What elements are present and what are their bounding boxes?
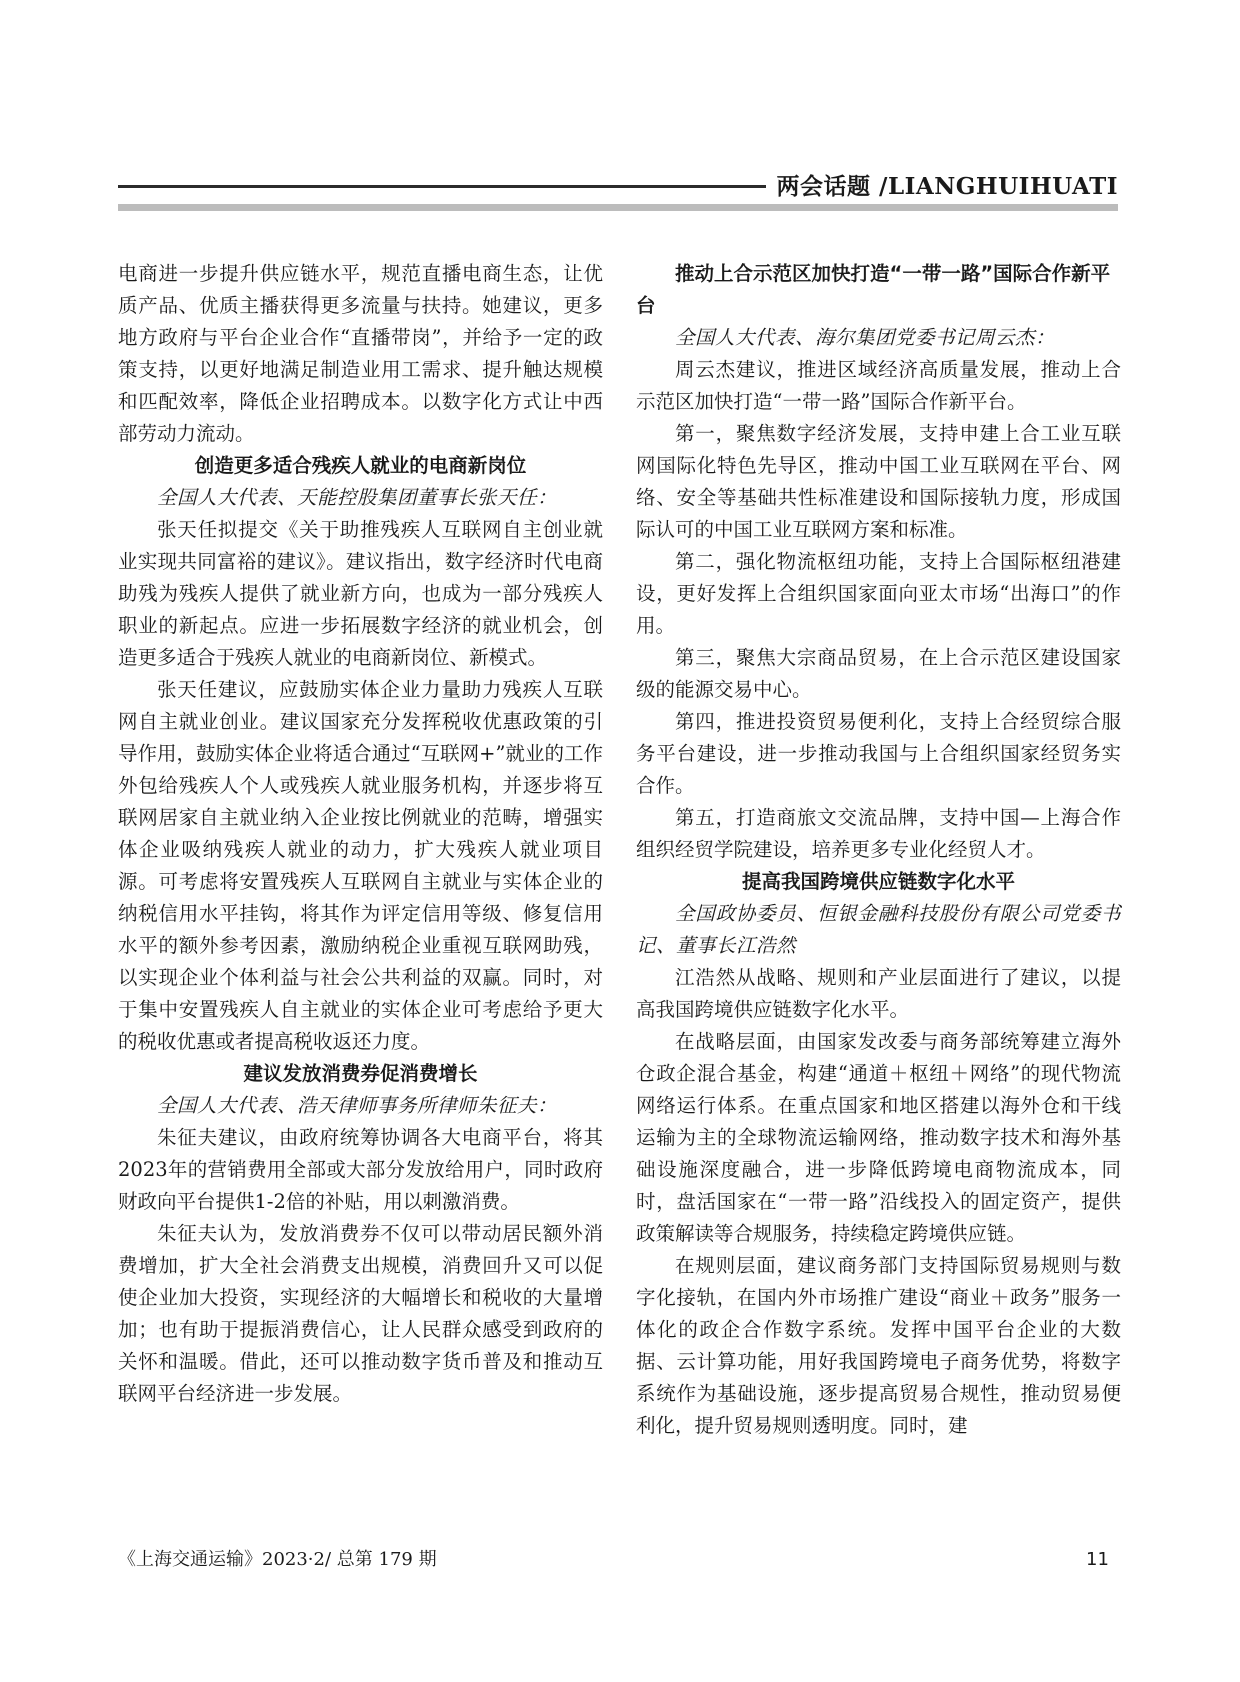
paragraph: 电商进一步提升供应链水平，规范直播电商生态，让优质产品、优质主播获得更多流量与扶持。她建议，更多地方政府与平台企业合作“直播带岗”，并给予一定的政策支持，以更好地满足制造业用工需求、提升触达规模和匹配效率，降低企业招聘成本。以数字化方式让中西部劳动力流动。 bbox=[118, 262, 603, 445]
paragraph: 第一，聚焦数字经济发展，支持申建上合工业互联网国际化特色先导区，推动中国工业互联网在平台、网络、安全等基础共性标准建设和国际接轨力度，形成国际认可的中国工业互联网方案和标准。 bbox=[636, 422, 1121, 541]
header-rule bbox=[118, 185, 766, 188]
speaker-byline: 全国政协委员、恒银金融科技股份有限公司党委书记、董事长江浩然 bbox=[636, 902, 1121, 957]
header-band bbox=[118, 204, 1118, 211]
speaker-byline: 全国人大代表、天能控股集团董事长张天任： bbox=[157, 486, 558, 509]
page-number: 11 bbox=[1086, 1549, 1109, 1570]
paragraph: 朱征夫认为，发放消费券不仅可以带动居民额外消费增加，扩大全社会消费支出规模，消费回升又可以促使企业加大投资，实现经济的大幅增长和税收的大量增加；也有助于提振消费信心，让人民群众感受到政府的关怀和温暖。借此，还可以推动数字货币普及和推动互联网平台经济进一步发展。 bbox=[118, 1222, 603, 1405]
paragraph: 张天任拟提交《关于助推残疾人互联网自主创业就业实现共同富裕的建议》。建议指出，数字经济时代电商助残为残疾人提供了就业新方向，也成为一部分残疾人职业的新起点。应进一步拓展数字经济的就业机会，创造更多适合于残疾人就业的电商新岗位、新模式。 bbox=[118, 518, 603, 669]
paragraph: 在规则层面，建议商务部门支持国际贸易规则与数字化接轨，在国内外市场推广建设“商业＋政务”服务一体化的政企合作数字系统。发挥中国平台企业的大数据、云计算功能，用好我国跨境电子商务优势，将数字系统作为基础设施，逐步提高贸易合规性，推动贸易便利化，提升贸易规则透明度。同时，建 bbox=[636, 1254, 1121, 1437]
section-heading: 创造更多适合残疾人就业的电商新岗位 bbox=[194, 454, 527, 477]
paragraph: 在战略层面，由国家发改委与商务部统筹建立海外仓政企混合基金，构建“通道＋枢纽＋网络”的现代物流网络运行体系。在重点国家和地区搭建以海外仓和干线运输为主的全球物流运输网络，推动数字技术和海外基础设施深度融合，进一步降低跨境电商物流成本，同时，盘活国家在“一带一路”沿线投入的固定资产，提供政策解读等合规服务，持续稳定跨境供应链。 bbox=[636, 1030, 1121, 1245]
speaker-byline: 全国人大代表、海尔集团党委书记周云杰： bbox=[675, 326, 1056, 349]
section-heading: 建议发放消费券促消费增长 bbox=[243, 1062, 478, 1085]
paragraph: 第二，强化物流枢纽功能，支持上合国际枢纽港建设，更好发挥上合组织国家面向亚太市场“出海口”的作用。 bbox=[636, 550, 1121, 637]
speaker-byline: 全国人大代表、浩天律师事务所律师朱征夫： bbox=[157, 1094, 558, 1117]
page-header bbox=[118, 168, 1118, 208]
section-title: 两会话题 /LIANGHUIHUATI bbox=[776, 173, 1118, 200]
right-column bbox=[636, 258, 1121, 1442]
paragraph: 第三，聚焦大宗商品贸易，在上合示范区建设国家级的能源交易中心。 bbox=[636, 646, 1121, 701]
paragraph: 江浩然从战略、规则和产业层面进行了建议，以提高我国跨境供应链数字化水平。 bbox=[636, 966, 1121, 1021]
paragraph: 朱征夫建议，由政府统筹协调各大电商平台，将其2023年的营销费用全部或大部分发放给用户，同时政府财政向平台提供1-2倍的补贴，用以刺激消费。 bbox=[118, 1126, 603, 1213]
section-heading: 提高我国跨境供应链数字化水平 bbox=[741, 870, 1015, 893]
paragraph: 张天任建议，应鼓励实体企业力量助力残疾人互联网自主就业创业。建议国家充分发挥税收优惠政策的引导作用，鼓励实体企业将适合通过“互联网+”就业的工作外包给残疾人个人或残疾人就业服务机构，并逐步将互联网居家自主就业纳入企业按比例就业的范畴，增强实体企业吸纳残疾人就业的动力，扩大残疾人就业项目源。可考虑将安置残疾人互联网自主就业与实体企业的纳税信用水平挂钩，将其作为评定信用等级、修复信用水平的额外参考因素，激励纳税企业重视互联网助残，以实现企业个体利益与社会公共利益的双赢。同时，对于集中安置残疾人自主就业的实体企业可考虑给予更大的税收优惠或者提高税收返还力度。 bbox=[118, 678, 603, 1053]
journal-citation: 《上海交通运输》2023·2/ 总第 179 期 bbox=[118, 1549, 437, 1570]
paragraph: 第五，打造商旅文交流品牌，支持中国—上海合作组织经贸学院建设，培养更多专业化经贸人才。 bbox=[636, 806, 1121, 861]
paragraph: 第四，推进投资贸易便利化，支持上合经贸综合服务平台建设，进一步推动我国与上合组织国家经贸务实合作。 bbox=[636, 710, 1121, 797]
left-column bbox=[118, 258, 603, 1410]
section-heading: 推动上合示范区加快打造“一带一路”国际合作新平台 bbox=[636, 262, 1111, 317]
paragraph: 周云杰建议，推进区域经济高质量发展，推动上合示范区加快打造“一带一路”国际合作新平台。 bbox=[636, 358, 1121, 413]
